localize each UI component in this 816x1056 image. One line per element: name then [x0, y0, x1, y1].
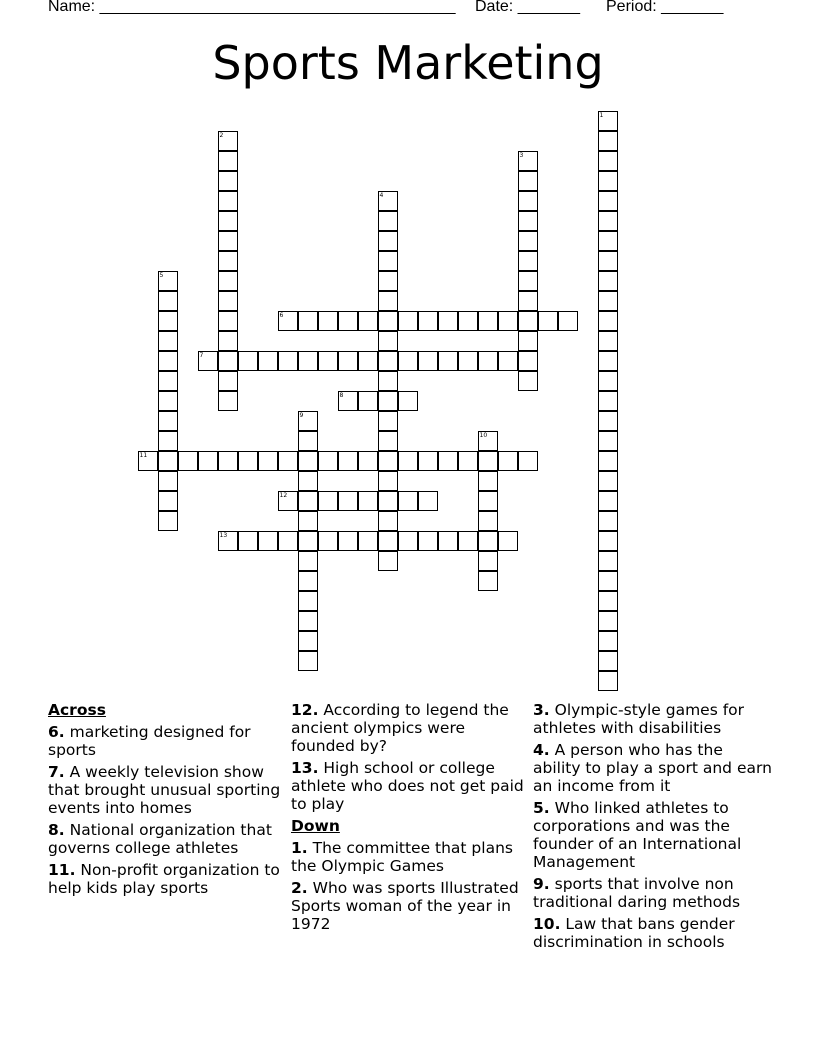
clue-number-label: 12. — [291, 701, 319, 719]
across-clue-list — [48, 723, 284, 897]
clue-number: 9 — [299, 411, 304, 419]
clue-text: Olympic-style games for athletes with disabilities — [533, 701, 745, 737]
clue-text: According to legend the ancient olympics were founded by? — [291, 701, 509, 755]
grid-cell[interactable] — [598, 171, 618, 191]
grid-cell[interactable] — [498, 351, 518, 371]
grid-cell[interactable] — [318, 491, 338, 511]
grid-cell[interactable] — [518, 211, 538, 231]
clue-number: 10 — [479, 431, 488, 439]
down-clue-list-continued — [533, 701, 773, 951]
clues-column-2 — [291, 701, 527, 937]
clue-number-label: 10. — [533, 915, 561, 933]
grid-cell[interactable] — [338, 531, 358, 551]
grid-cell[interactable] — [338, 491, 358, 511]
grid-cell[interactable] — [538, 311, 558, 331]
grid-cell[interactable] — [238, 451, 258, 471]
grid-cell[interactable] — [378, 331, 398, 351]
across-heading: Across — [48, 701, 106, 719]
clue-item — [533, 741, 773, 795]
clue-text: A weekly television show that brought unusual sporting events into homes — [48, 763, 281, 817]
grid-cell[interactable] — [598, 291, 618, 311]
clue-number-label: 1. — [291, 839, 308, 857]
grid-cell[interactable] — [518, 151, 538, 171]
down-heading: Down — [291, 817, 340, 835]
grid-cell[interactable] — [458, 451, 478, 471]
name-field[interactable]: Name: ________________________________________ — [48, 0, 456, 15]
grid-cell[interactable] — [478, 451, 498, 471]
grid-cell[interactable] — [358, 451, 378, 471]
grid-cell[interactable] — [438, 451, 458, 471]
grid-cell[interactable] — [158, 391, 178, 411]
clues-column-1 — [48, 701, 284, 901]
grid-cell[interactable] — [598, 591, 618, 611]
grid-cell[interactable] — [598, 271, 618, 291]
clues-column-3 — [533, 701, 773, 955]
grid-cell[interactable] — [378, 311, 398, 331]
grid-cell[interactable] — [298, 491, 318, 511]
grid-cell[interactable] — [598, 191, 618, 211]
grid-cell[interactable] — [418, 531, 438, 551]
grid-cell[interactable] — [218, 291, 238, 311]
grid-cell[interactable] — [518, 171, 538, 191]
grid-cell[interactable] — [358, 491, 378, 511]
grid-cell[interactable] — [338, 351, 358, 371]
grid-cell[interactable] — [158, 291, 178, 311]
grid-cell[interactable] — [298, 451, 318, 471]
clue-item — [533, 875, 773, 911]
grid-cell[interactable] — [378, 511, 398, 531]
grid-cell[interactable] — [378, 351, 398, 371]
grid-cell[interactable] — [238, 351, 258, 371]
grid-cell[interactable] — [378, 231, 398, 251]
grid-cell[interactable] — [598, 471, 618, 491]
clue-item — [48, 763, 284, 817]
grid-cell[interactable] — [398, 351, 418, 371]
grid-cell[interactable] — [598, 671, 618, 691]
grid-cell[interactable] — [598, 411, 618, 431]
grid-cell[interactable] — [238, 531, 258, 551]
grid-cell[interactable] — [318, 351, 338, 371]
grid-cell[interactable] — [598, 351, 618, 371]
grid-cell[interactable] — [358, 351, 378, 371]
clue-item — [48, 723, 284, 759]
clue-text: A person who has the ability to play a sport and earn an income from it — [533, 741, 772, 795]
grid-cell[interactable] — [598, 451, 618, 471]
grid-cell[interactable] — [298, 651, 318, 671]
grid-cell[interactable] — [598, 571, 618, 591]
grid-cell[interactable] — [278, 351, 298, 371]
grid-cell[interactable] — [598, 111, 618, 131]
grid-cell[interactable] — [598, 391, 618, 411]
grid-cell[interactable] — [218, 451, 238, 471]
clue-text: Who was sports Illustrated Sports woman of the year in 1972 — [291, 879, 519, 933]
grid-cell[interactable] — [598, 251, 618, 271]
clue-number-label: 5. — [533, 799, 550, 817]
grid-cell[interactable] — [598, 311, 618, 331]
grid-cell[interactable] — [598, 231, 618, 251]
clue-number-label: 9. — [533, 875, 550, 893]
grid-cell[interactable] — [378, 371, 398, 391]
grid-cell[interactable] — [518, 311, 538, 331]
grid-cell[interactable] — [478, 571, 498, 591]
grid-cell[interactable] — [378, 411, 398, 431]
grid-cell[interactable] — [358, 311, 378, 331]
grid-cell[interactable] — [338, 311, 358, 331]
grid-cell[interactable] — [138, 451, 158, 471]
grid-cell[interactable] — [518, 231, 538, 251]
grid-cell[interactable] — [518, 251, 538, 271]
grid-cell[interactable] — [278, 531, 298, 551]
clue-text: marketing designed for sports — [48, 723, 251, 759]
grid-cell[interactable] — [418, 351, 438, 371]
grid-cell[interactable] — [198, 451, 218, 471]
clue-item — [533, 799, 773, 871]
clue-number: 11 — [139, 451, 148, 459]
grid-cell[interactable] — [218, 191, 238, 211]
clue-number: 3 — [519, 151, 524, 159]
clue-number: 5 — [159, 271, 164, 279]
grid-cell[interactable] — [478, 471, 498, 491]
clue-number-label: 2. — [291, 879, 308, 897]
grid-cell[interactable] — [498, 311, 518, 331]
grid-cell[interactable] — [198, 351, 218, 371]
grid-cell[interactable] — [438, 531, 458, 551]
grid-cell[interactable] — [218, 311, 238, 331]
grid-cell[interactable] — [598, 331, 618, 351]
grid-cell[interactable] — [518, 291, 538, 311]
clue-number-label: 7. — [48, 763, 65, 781]
grid-cell[interactable] — [298, 551, 318, 571]
grid-cell[interactable] — [418, 311, 438, 331]
grid-cell[interactable] — [378, 531, 398, 551]
grid-cell[interactable] — [218, 531, 238, 551]
grid-cell[interactable] — [298, 351, 318, 371]
down-clue-list — [291, 839, 527, 933]
grid-cell[interactable] — [398, 451, 418, 471]
grid-cell[interactable] — [218, 151, 238, 171]
grid-cell[interactable] — [298, 511, 318, 531]
grid-cell[interactable] — [218, 171, 238, 191]
grid-cell[interactable] — [338, 391, 358, 411]
grid-cell[interactable] — [478, 351, 498, 371]
grid-cell[interactable] — [298, 311, 318, 331]
grid-cell[interactable] — [378, 491, 398, 511]
grid-cell[interactable] — [158, 271, 178, 291]
grid-cell[interactable] — [518, 451, 538, 471]
grid-cell[interactable] — [518, 331, 538, 351]
clue-item — [291, 879, 527, 933]
clue-text: High school or college athlete who does not get paid to play — [291, 759, 524, 813]
grid-cell[interactable] — [218, 331, 238, 351]
clue-item — [533, 701, 773, 737]
grid-cell[interactable] — [378, 431, 398, 451]
grid-cell[interactable] — [298, 631, 318, 651]
clue-number: 6 — [279, 311, 284, 319]
grid-cell[interactable] — [598, 151, 618, 171]
clue-number: 4 — [379, 191, 384, 199]
clue-number: 13 — [219, 531, 228, 539]
grid-cell[interactable] — [598, 371, 618, 391]
grid-cell[interactable] — [498, 451, 518, 471]
grid-cell[interactable] — [378, 551, 398, 571]
grid-cell[interactable] — [598, 611, 618, 631]
grid-cell[interactable] — [518, 271, 538, 291]
grid-cell[interactable] — [158, 411, 178, 431]
clue-item — [48, 861, 284, 897]
grid-cell[interactable] — [298, 571, 318, 591]
clue-text: National organization that governs college athletes — [48, 821, 272, 857]
clue-number-label: 4. — [533, 741, 550, 759]
grid-cell[interactable] — [598, 651, 618, 671]
grid-cell[interactable] — [458, 351, 478, 371]
grid-cell[interactable] — [398, 491, 418, 511]
grid-cell[interactable] — [378, 211, 398, 231]
grid-cell[interactable] — [298, 471, 318, 491]
clue-number-label: 6. — [48, 723, 65, 741]
grid-cell[interactable] — [278, 311, 298, 331]
grid-cell[interactable] — [258, 531, 278, 551]
grid-cell[interactable] — [378, 291, 398, 311]
grid-cell[interactable] — [218, 351, 238, 371]
clue-number-label: 8. — [48, 821, 65, 839]
grid-cell[interactable] — [378, 391, 398, 411]
grid-cell[interactable] — [258, 351, 278, 371]
grid-cell[interactable] — [298, 531, 318, 551]
clue-item — [533, 915, 773, 951]
grid-cell[interactable] — [278, 491, 298, 511]
grid-cell[interactable] — [518, 351, 538, 371]
grid-cell[interactable] — [298, 611, 318, 631]
grid-cell[interactable] — [178, 451, 198, 471]
grid-cell[interactable] — [378, 191, 398, 211]
grid-cell[interactable] — [598, 551, 618, 571]
grid-cell[interactable] — [478, 531, 498, 551]
grid-cell[interactable] — [518, 191, 538, 211]
grid-cell[interactable] — [218, 251, 238, 271]
clue-text: Law that bans gender discrimination in schools — [533, 915, 735, 951]
grid-cell[interactable] — [298, 411, 318, 431]
grid-cell[interactable] — [158, 511, 178, 531]
grid-cell[interactable] — [398, 391, 418, 411]
grid-cell[interactable] — [478, 311, 498, 331]
grid-cell[interactable] — [278, 451, 298, 471]
clue-number: 2 — [219, 131, 224, 139]
grid-cell[interactable] — [518, 371, 538, 391]
clue-number: 7 — [199, 351, 204, 359]
grid-cell[interactable] — [158, 451, 178, 471]
grid-cell[interactable] — [378, 251, 398, 271]
grid-cell[interactable] — [478, 511, 498, 531]
clue-number: 1 — [599, 111, 604, 119]
grid-cell[interactable] — [418, 491, 438, 511]
across-clue-list-continued — [291, 701, 527, 813]
grid-cell[interactable] — [218, 271, 238, 291]
grid-cell[interactable] — [158, 311, 178, 331]
grid-cell[interactable] — [318, 451, 338, 471]
grid-cell[interactable] — [158, 431, 178, 451]
grid-cell[interactable] — [158, 471, 178, 491]
grid-cell[interactable] — [218, 391, 238, 411]
grid-cell[interactable] — [158, 491, 178, 511]
grid-cell[interactable] — [458, 531, 478, 551]
grid-cell[interactable] — [458, 311, 478, 331]
clue-number: 12 — [279, 491, 288, 499]
grid-cell[interactable] — [478, 431, 498, 451]
grid-cell[interactable] — [598, 511, 618, 531]
grid-cell[interactable] — [598, 431, 618, 451]
grid-cell[interactable] — [218, 131, 238, 151]
grid-cell[interactable] — [258, 451, 278, 471]
grid-cell[interactable] — [598, 531, 618, 551]
grid-cell[interactable] — [158, 331, 178, 351]
grid-cell[interactable] — [218, 371, 238, 391]
grid-cell[interactable] — [358, 391, 378, 411]
clue-item — [291, 839, 527, 875]
grid-cell[interactable] — [378, 271, 398, 291]
grid-cell[interactable] — [358, 531, 378, 551]
grid-cell[interactable] — [318, 531, 338, 551]
grid-cell[interactable] — [158, 371, 178, 391]
clue-item — [291, 759, 527, 813]
grid-cell[interactable] — [298, 431, 318, 451]
grid-cell[interactable] — [298, 591, 318, 611]
grid-cell[interactable] — [598, 211, 618, 231]
period-field[interactable]: Period: _______ — [606, 0, 724, 15]
grid-cell[interactable] — [398, 531, 418, 551]
clue-number-label: 11. — [48, 861, 76, 879]
grid-cell[interactable] — [378, 451, 398, 471]
grid-cell[interactable] — [478, 551, 498, 571]
grid-cell[interactable] — [378, 471, 398, 491]
grid-cell[interactable] — [438, 311, 458, 331]
grid-cell[interactable] — [218, 231, 238, 251]
clue-text: Non-profit organization to help kids play sports — [48, 861, 280, 897]
grid-cell[interactable] — [478, 491, 498, 511]
grid-cell[interactable] — [398, 311, 418, 331]
clue-text: sports that involve non traditional daring methods — [533, 875, 741, 911]
grid-cell[interactable] — [218, 211, 238, 231]
grid-cell[interactable] — [318, 311, 338, 331]
grid-cell[interactable] — [558, 311, 578, 331]
grid-cell[interactable] — [598, 131, 618, 151]
page-title: Sports Marketing — [212, 36, 604, 90]
grid-cell[interactable] — [498, 531, 518, 551]
grid-cell[interactable] — [158, 351, 178, 371]
grid-cell[interactable] — [338, 451, 358, 471]
clue-item — [48, 821, 284, 857]
clue-item — [291, 701, 527, 755]
clue-text: The committee that plans the Olympic Games — [291, 839, 513, 875]
grid-cell[interactable] — [418, 451, 438, 471]
clue-number: 8 — [339, 391, 344, 399]
clue-text: Who linked athletes to corporations and was the founder of an International Management — [533, 799, 742, 871]
clue-number-label: 3. — [533, 701, 550, 719]
grid-cell[interactable] — [438, 351, 458, 371]
grid-cell[interactable] — [598, 631, 618, 651]
grid-cell[interactable] — [598, 491, 618, 511]
date-field[interactable]: Date: _______ — [475, 0, 580, 15]
clue-number-label: 13. — [291, 759, 319, 777]
